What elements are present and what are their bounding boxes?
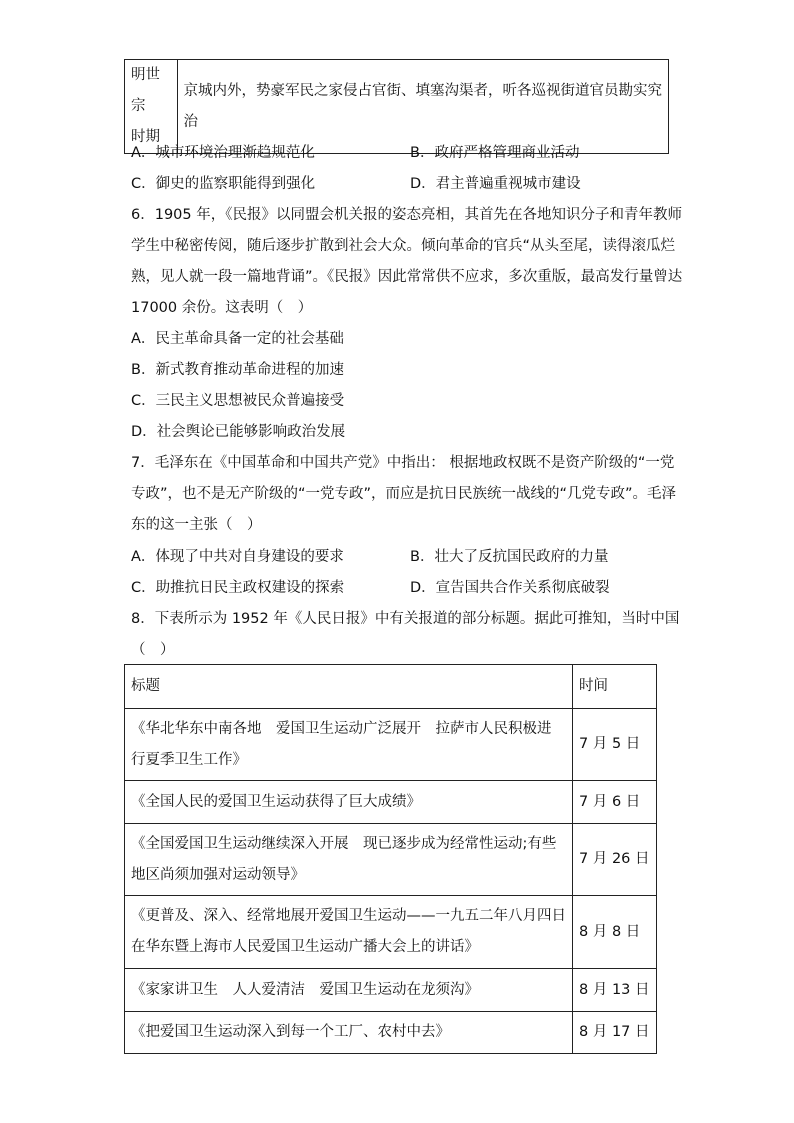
headline-line: 在华东暨上海市人民爱国卫生运动广播大会上的讲话》	[131, 939, 479, 955]
q5-content-line: 治	[183, 113, 198, 130]
q5-option-c[interactable]: C．御史的监察职能得到强化	[131, 176, 316, 192]
table-row	[125, 896, 657, 969]
table-row	[125, 969, 657, 1012]
q5-period-line: 明世宗	[131, 67, 160, 114]
q5-content-line: 京城内外，势豪军民之家侵占官街、填塞沟渠者，听各巡视街道官员勘实究	[183, 82, 662, 99]
q5-option-d[interactable]: D．君主普遍重视城市建设	[410, 176, 581, 192]
q7-option-a[interactable]: A．体现了中共对自身建设的要求	[131, 549, 344, 565]
headline-line: 《家家讲卫生 人人爱清洁 爱国卫生运动在龙须沟》	[131, 981, 479, 998]
q5-period-line: 时期	[131, 129, 160, 145]
q7-stem-line: 专政”，也不是无产阶级的“一党专政”，而应是抗日民族统一战线的“几党专政”。毛泽	[131, 486, 677, 502]
date-cell: 8 月 17 日	[573, 1012, 657, 1054]
q6-stem-line: 6．1905 年，《民报》以同盟会机关报的姿态亮相，其首先在各地知识分子和青年教师	[131, 207, 682, 223]
q7-option-d[interactable]: D．宣告国共合作关系彻底破裂	[410, 580, 610, 596]
date-cell: 8 月 13 日	[573, 969, 657, 1012]
q6-option-c[interactable]: C．三民主义思想被民众普遍接受	[131, 393, 345, 409]
q6-option-a[interactable]: A．民主革命具备一定的社会基础	[131, 331, 344, 347]
q7-stem-line: 东的这一主张（ ）	[131, 517, 262, 533]
q7-option-c[interactable]: C．助推抗日民主政权建设的探索	[131, 580, 345, 596]
headline-cell	[125, 709, 573, 781]
headline-cell	[125, 781, 573, 824]
table-row	[125, 824, 657, 896]
q8-stem-line: （ ）	[131, 642, 175, 658]
header-title: 标题	[125, 665, 573, 709]
q6-stem-line: 学生中秘密传阅，随后逐步扩散到社会大众。倾向革命的官兵“从头至尾，读得滚瓜烂	[131, 238, 676, 254]
q6-stem-line: 熟，见人就一段一篇地背诵”。《民报》因此常常供不应求，多次重版，最高发行量曾达	[131, 269, 683, 285]
table-row	[125, 781, 657, 824]
date-cell: 7 月 26 日	[573, 824, 657, 896]
q8-stem-line: 8．下表所示为 1952 年《人民日报》中有关报道的部分标题。据此可推知，当时中国	[131, 611, 680, 627]
date-cell: 8 月 8 日	[573, 896, 657, 969]
headline-line: 《把爱国卫生运动深入到每一个工厂、农村中去》	[131, 1024, 450, 1040]
q6-stem-line: 17000 余份。这表明（ ）	[131, 300, 313, 316]
q5-option-a[interactable]: A．城市环境治理渐趋规范化	[131, 145, 315, 161]
table-header-row	[125, 665, 657, 709]
q6-option-d[interactable]: D．社会舆论已能够影响政治发展	[131, 424, 346, 440]
headline-cell	[125, 824, 573, 896]
headline-line: 《华北华东中南各地 爱国卫生运动广泛展开 拉萨市人民积极进	[131, 720, 552, 737]
q8-headlines-table	[124, 664, 657, 1054]
q5-table	[124, 59, 669, 154]
q5-table-content-cell	[177, 60, 669, 154]
table-row	[125, 709, 657, 781]
q5-table-period-cell	[125, 60, 178, 154]
q7-stem-line: 7．毛泽东在《中国革命和中国共产党》中指出： 根据地政权既不是资产阶级的“一党	[131, 455, 675, 471]
date-cell: 7 月 5 日	[573, 709, 657, 781]
headline-cell	[125, 1012, 573, 1054]
headline-line: 《更普及、深入、经常地展开爱国卫生运动——一九五二年八月四日	[131, 908, 566, 924]
q6-option-b[interactable]: B．新式教育推动革命进程的加速	[131, 362, 344, 378]
header-date: 时间	[573, 665, 657, 709]
headline-cell	[125, 896, 573, 969]
headline-cell	[125, 969, 573, 1012]
headline-line: 地区尚须加强对运动领导》	[131, 866, 305, 883]
q5-option-b[interactable]: B．政府严格管理商业活动	[410, 145, 580, 161]
date-cell: 7 月 6 日	[573, 781, 657, 824]
headline-line: 《全国爱国卫生运动继续深入开展 现已逐步成为经常性运动;有些	[131, 835, 557, 852]
q7-option-b[interactable]: B．壮大了反抗国民政府的力量	[410, 549, 609, 565]
headline-line: 行夏季卫生工作》	[131, 751, 247, 768]
headline-line: 《全国人民的爱国卫生运动获得了巨大成绩》	[131, 793, 421, 810]
table-row	[125, 1012, 657, 1054]
